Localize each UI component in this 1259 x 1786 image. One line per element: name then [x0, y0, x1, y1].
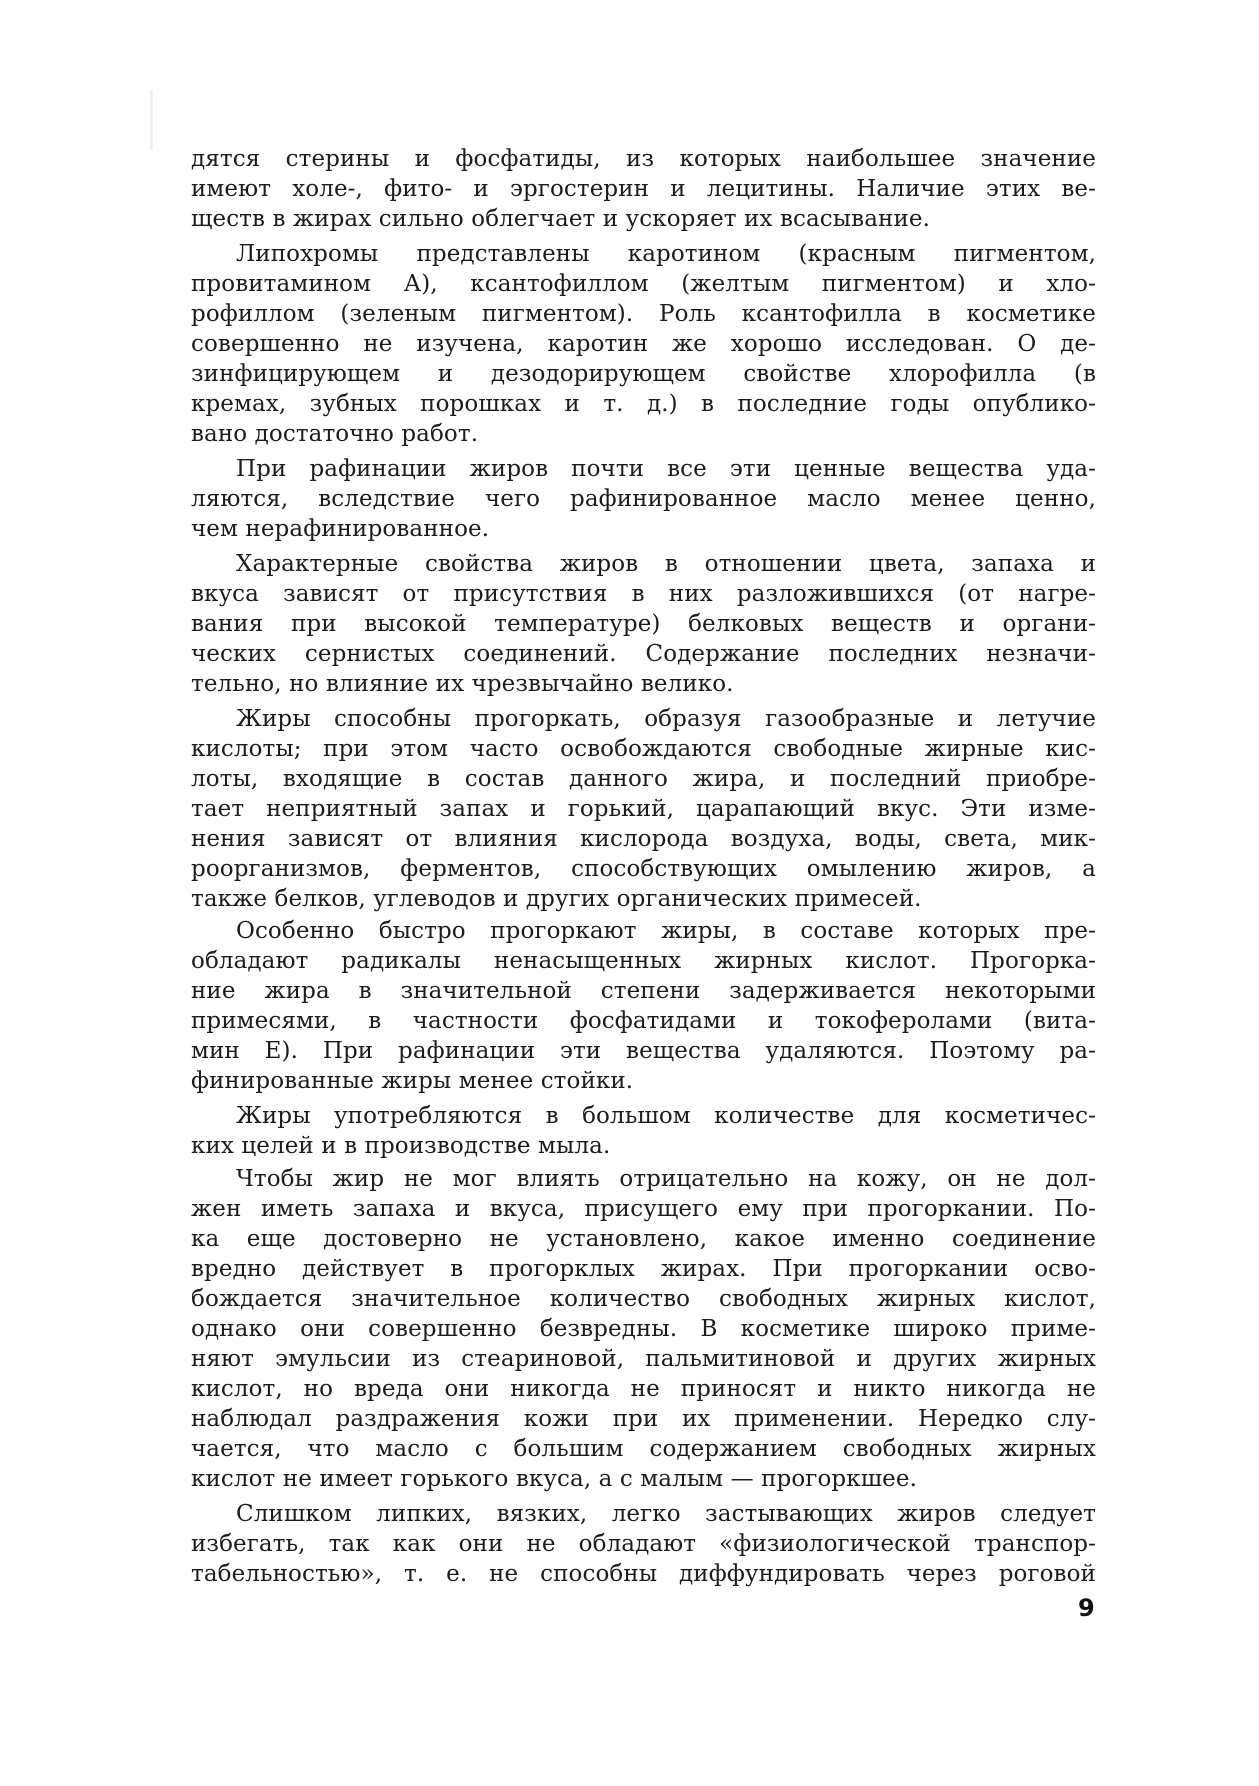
text-line: Характерные свойства жиров в отношении цвета, запаха и — [236, 551, 1096, 577]
text-line: наблюдал раздражения кожи при их применении. Нередко слу- — [191, 1406, 1096, 1432]
text-line: Жиры способны прогоркать, образуя газообразные и летучие — [236, 706, 1096, 732]
text-line: ких целей и в производстве мыла. — [191, 1133, 611, 1159]
text-line: совершенно не изучена, каротин же хорошо исследован. О де- — [191, 331, 1096, 357]
text-line: мин Е). При рафинации эти вещества удаляются. Поэтому ра- — [191, 1038, 1096, 1064]
page-number: 9 — [1078, 1594, 1095, 1622]
text-line: обладают радикалы ненасыщенных жирных кислот. Прогорка- — [191, 948, 1096, 974]
text-line: ляются, вследствие чего рафинированное масло менее ценно, — [191, 486, 1096, 512]
text-line: кислот не имеет горького вкуса, а с малым — прогоркшее. — [191, 1466, 918, 1492]
text-line: вано достаточно работ. — [191, 421, 479, 447]
text-line: Жиры употребляются в большом количестве для косметичес- — [236, 1103, 1096, 1129]
text-line: зинфицирующем и дезодорирующем свойстве хлорофилла (в — [191, 361, 1096, 387]
text-line: кислоты; при этом часто освобождаются свободные жирные кис- — [191, 736, 1096, 762]
text-line: тает неприятный запах и горький, царапающий вкус. Эти изме- — [191, 796, 1096, 822]
text-line: чается, что масло с большим содержанием свободных жирных — [191, 1436, 1096, 1462]
scan-edge-shadow — [150, 90, 153, 150]
text-line: имеют холе-, фито- и эргостерин и лецитины. Наличие этих ве- — [191, 176, 1096, 202]
text-line: однако они совершенно безвредны. В косметике широко приме- — [191, 1316, 1096, 1342]
text-line: тельно, но влияние их чрезвычайно велико. — [191, 671, 734, 697]
text-line: финированные жиры менее стойки. — [191, 1068, 634, 1094]
page-text-block — [191, 144, 1096, 1724]
text-line: роорганизмов, ферментов, способствующих омылению жиров, а — [191, 856, 1096, 882]
text-line: кремах, зубных порошках и т. д.) в последние годы опублико- — [191, 391, 1096, 417]
text-line: бождается значительное количество свободных жирных кислот, — [191, 1286, 1096, 1312]
text-line: няют эмульсии из стеариновой, пальмитиновой и других жирных — [191, 1346, 1096, 1372]
text-line: ние жира в значительной степени задерживается некоторыми — [191, 978, 1096, 1004]
text-line: вкуса зависят от присутствия в них разложившихся (от нагре- — [191, 581, 1096, 607]
text-line: Липохромы представлены каротином (красным пигментом, — [236, 241, 1096, 267]
text-line: вания при высокой температуре) белковых веществ и органи- — [191, 611, 1096, 637]
text-line: Слишком липких, вязких, легко застывающих жиров следует — [236, 1501, 1096, 1527]
text-line: ческих сернистых соединений. Содержание последних незначи- — [191, 641, 1096, 667]
text-line: рофиллом (зеленым пигментом). Роль ксантофилла в косметике — [191, 301, 1096, 327]
text-line: вредно действует в прогорклых жирах. При прогоркании осво- — [191, 1256, 1096, 1282]
text-line: нения зависят от влияния кислорода воздуха, воды, света, мик- — [191, 826, 1096, 852]
text-line: Чтобы жир не мог влиять отрицательно на кожу, он не дол- — [236, 1166, 1096, 1192]
text-line: избегать, так как они не обладают «физиологической транспор- — [191, 1531, 1096, 1557]
text-line: примесями, в частности фосфатидами и токоферолами (вита- — [191, 1008, 1096, 1034]
text-line: дятся стерины и фосфатиды, из которых наибольшее значение — [191, 146, 1096, 172]
text-line: лоты, входящие в состав данного жира, и последний приобре- — [191, 766, 1096, 792]
text-line: ка еще достоверно не установлено, какое именно соединение — [191, 1226, 1096, 1252]
text-line: ществ в жирах сильно облегчает и ускоряет их всасывание. — [191, 206, 931, 232]
text-line: жен иметь запаха и вкуса, присущего ему при прогоркании. По- — [191, 1196, 1096, 1222]
text-line: табельностью», т. е. не способны диффундировать через роговой — [191, 1561, 1096, 1587]
text-line: провитамином А), ксантофиллом (желтым пигментом) и хло- — [191, 271, 1096, 297]
text-line: также белков, углеводов и других органических примесей. — [191, 886, 922, 912]
text-line: При рафинации жиров почти все эти ценные вещества уда- — [236, 456, 1096, 482]
text-line: чем нерафинированное. — [191, 516, 490, 542]
text-line: Особенно быстро прогоркают жиры, в составе которых пре- — [236, 918, 1096, 944]
text-line: кислот, но вреда они никогда не приносят и никто никогда не — [191, 1376, 1096, 1402]
